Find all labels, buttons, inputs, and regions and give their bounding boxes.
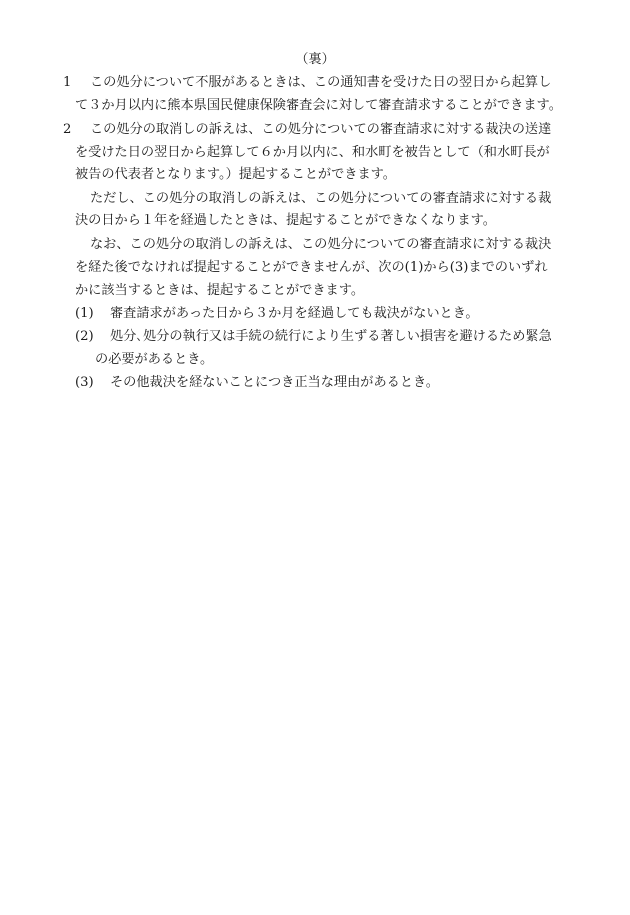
- section-1-number: 1: [63, 75, 72, 90]
- item-2-number: (2): [75, 329, 94, 344]
- item-2-line-1: 処分､処分の執行又は手続の続行により生ずる著しい損害を避けるため緊急: [110, 329, 552, 344]
- item-3-number: (3): [75, 375, 94, 390]
- section-1-line-1: この処分について不服があるときは、この通知書を受けた日の翌日から起算し: [90, 75, 552, 90]
- section-2-number: 2: [63, 122, 72, 137]
- section-2-line-1: この処分の取消しの訴えは、この処分についての審査請求に対する裁決の送達: [90, 122, 552, 137]
- section-2-para2-line-1: ただし、この処分の取消しの訴えは、この処分についての審査請求に対する裁: [90, 191, 552, 206]
- item-1-line-1: 審査請求があった日から３か月を経過しても裁決がないとき。: [110, 306, 479, 321]
- section-2-para3-line-3: かに該当するときは、提起することができます。: [75, 283, 365, 298]
- section-2-para2-line-2: 決の日から１年を経過したときは、提起することができなくなります。: [75, 213, 496, 228]
- section-2-para3-line-1: なお、この処分の取消しの訴えは、この処分についての審査請求に対する裁決: [90, 237, 552, 252]
- item-1-number: (1): [75, 306, 94, 321]
- section-2-line-2: を受けた日の翌日から起算して６か月以内に、和水町を被告として（和水町長が: [75, 145, 550, 160]
- item-3-line-1: その他裁決を経ないことにつき正当な理由があるとき。: [110, 375, 439, 390]
- section-2-para3-line-2: を経た後でなければ提起することができませんが、次の(1)から(3)までのいずれ: [75, 260, 548, 275]
- page-heading: （裏）: [295, 52, 335, 67]
- section-2-line-3: 被告の代表者となります。）提起することができます。: [75, 167, 396, 182]
- item-2-line-2: の必要があるとき。: [95, 352, 214, 367]
- section-1-line-2: て３か月以内に熊本県国民健康保険審査会に対して審査請求することができます。: [75, 98, 562, 113]
